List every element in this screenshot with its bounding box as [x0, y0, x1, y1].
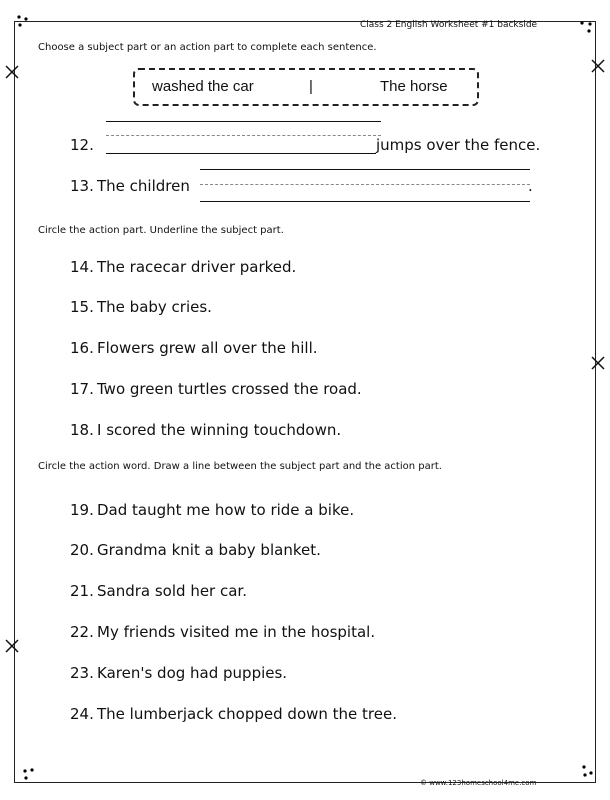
- sentence-text: Karen's dog had puppies.: [97, 664, 288, 682]
- sentence-text: Flowers grew all over the hill.: [97, 339, 318, 357]
- footer-copyright: © www.123homeschool4me.com: [420, 779, 537, 787]
- question-text: jumps over the fence.: [376, 136, 541, 154]
- corner-dots-top-left: [16, 14, 30, 28]
- question-number: 24.: [70, 705, 94, 723]
- border-cross-icon: [590, 355, 606, 371]
- sentence-item: [70, 623, 375, 641]
- word-bank: [133, 68, 479, 106]
- question-number: 20.: [70, 541, 94, 559]
- question-number: 18.: [70, 421, 94, 439]
- sentence-text: Sandra sold her car.: [97, 582, 247, 600]
- question-number: 23.: [70, 664, 94, 682]
- question-number: 15.: [70, 298, 94, 316]
- sentence-text: The racecar driver parked.: [97, 258, 297, 276]
- section1-instruction: Choose a subject part or an action part to complete each sentence.: [38, 42, 377, 53]
- sentence-text: The lumberjack chopped down the tree.: [97, 705, 397, 723]
- writing-guide-line: [106, 135, 381, 136]
- sentence-period: .: [528, 177, 533, 195]
- sentence-text: The baby cries.: [97, 298, 212, 316]
- worksheet-header: Class 2 English Worksheet #1 backside: [360, 20, 538, 30]
- writing-line[interactable]: [200, 169, 530, 170]
- sentence-item: [70, 501, 354, 519]
- sentence-item: [70, 582, 247, 600]
- question-item: [70, 177, 190, 195]
- question-number: 19.: [70, 501, 94, 519]
- corner-dots-top-right: [579, 20, 593, 34]
- sentence-item: [70, 664, 287, 682]
- corner-dots-bottom-left: [22, 767, 36, 781]
- border-cross-icon: [590, 58, 606, 74]
- sentence-item: [70, 339, 318, 357]
- writing-line[interactable]: [106, 153, 376, 154]
- sentence-text: Dad taught me how to ride a bike.: [97, 501, 355, 519]
- sentence-item: [70, 380, 362, 398]
- section2-instruction: Circle the action part. Underline the subject part.: [38, 225, 284, 236]
- question-number: 17.: [70, 380, 94, 398]
- sentence-item: [70, 705, 397, 723]
- question-text: The children: [97, 177, 190, 195]
- border-cross-icon: [4, 64, 20, 80]
- section3-instruction: Circle the action word. Draw a line between the subject part and the action part.: [38, 461, 442, 472]
- word-bank-option: washed the car: [152, 78, 254, 95]
- sentence-item: [70, 298, 212, 316]
- sentence-item: [70, 541, 321, 559]
- question-number: 16.: [70, 339, 94, 357]
- writing-line[interactable]: [106, 121, 381, 122]
- question-number: 21.: [70, 582, 94, 600]
- corner-dots-bottom-right: [580, 764, 594, 778]
- sentence-item: [70, 258, 296, 276]
- question-number: 22.: [70, 623, 94, 641]
- writing-line[interactable]: [200, 201, 530, 202]
- question-number: 14.: [70, 258, 94, 276]
- writing-guide-line: [200, 184, 530, 185]
- sentence-text: I scored the winning touchdown.: [97, 421, 342, 439]
- word-bank-separator: |: [309, 78, 313, 95]
- word-bank-option: The horse: [380, 78, 448, 95]
- sentence-item: [70, 421, 341, 439]
- question-number: 13.: [70, 177, 94, 195]
- sentence-text: Grandma knit a baby blanket.: [97, 541, 321, 559]
- sentence-text: My friends visited me in the hospital.: [97, 623, 376, 641]
- question-number: 12.: [70, 136, 94, 154]
- sentence-text: Two green turtles crossed the road.: [97, 380, 362, 398]
- border-cross-icon: [4, 638, 20, 654]
